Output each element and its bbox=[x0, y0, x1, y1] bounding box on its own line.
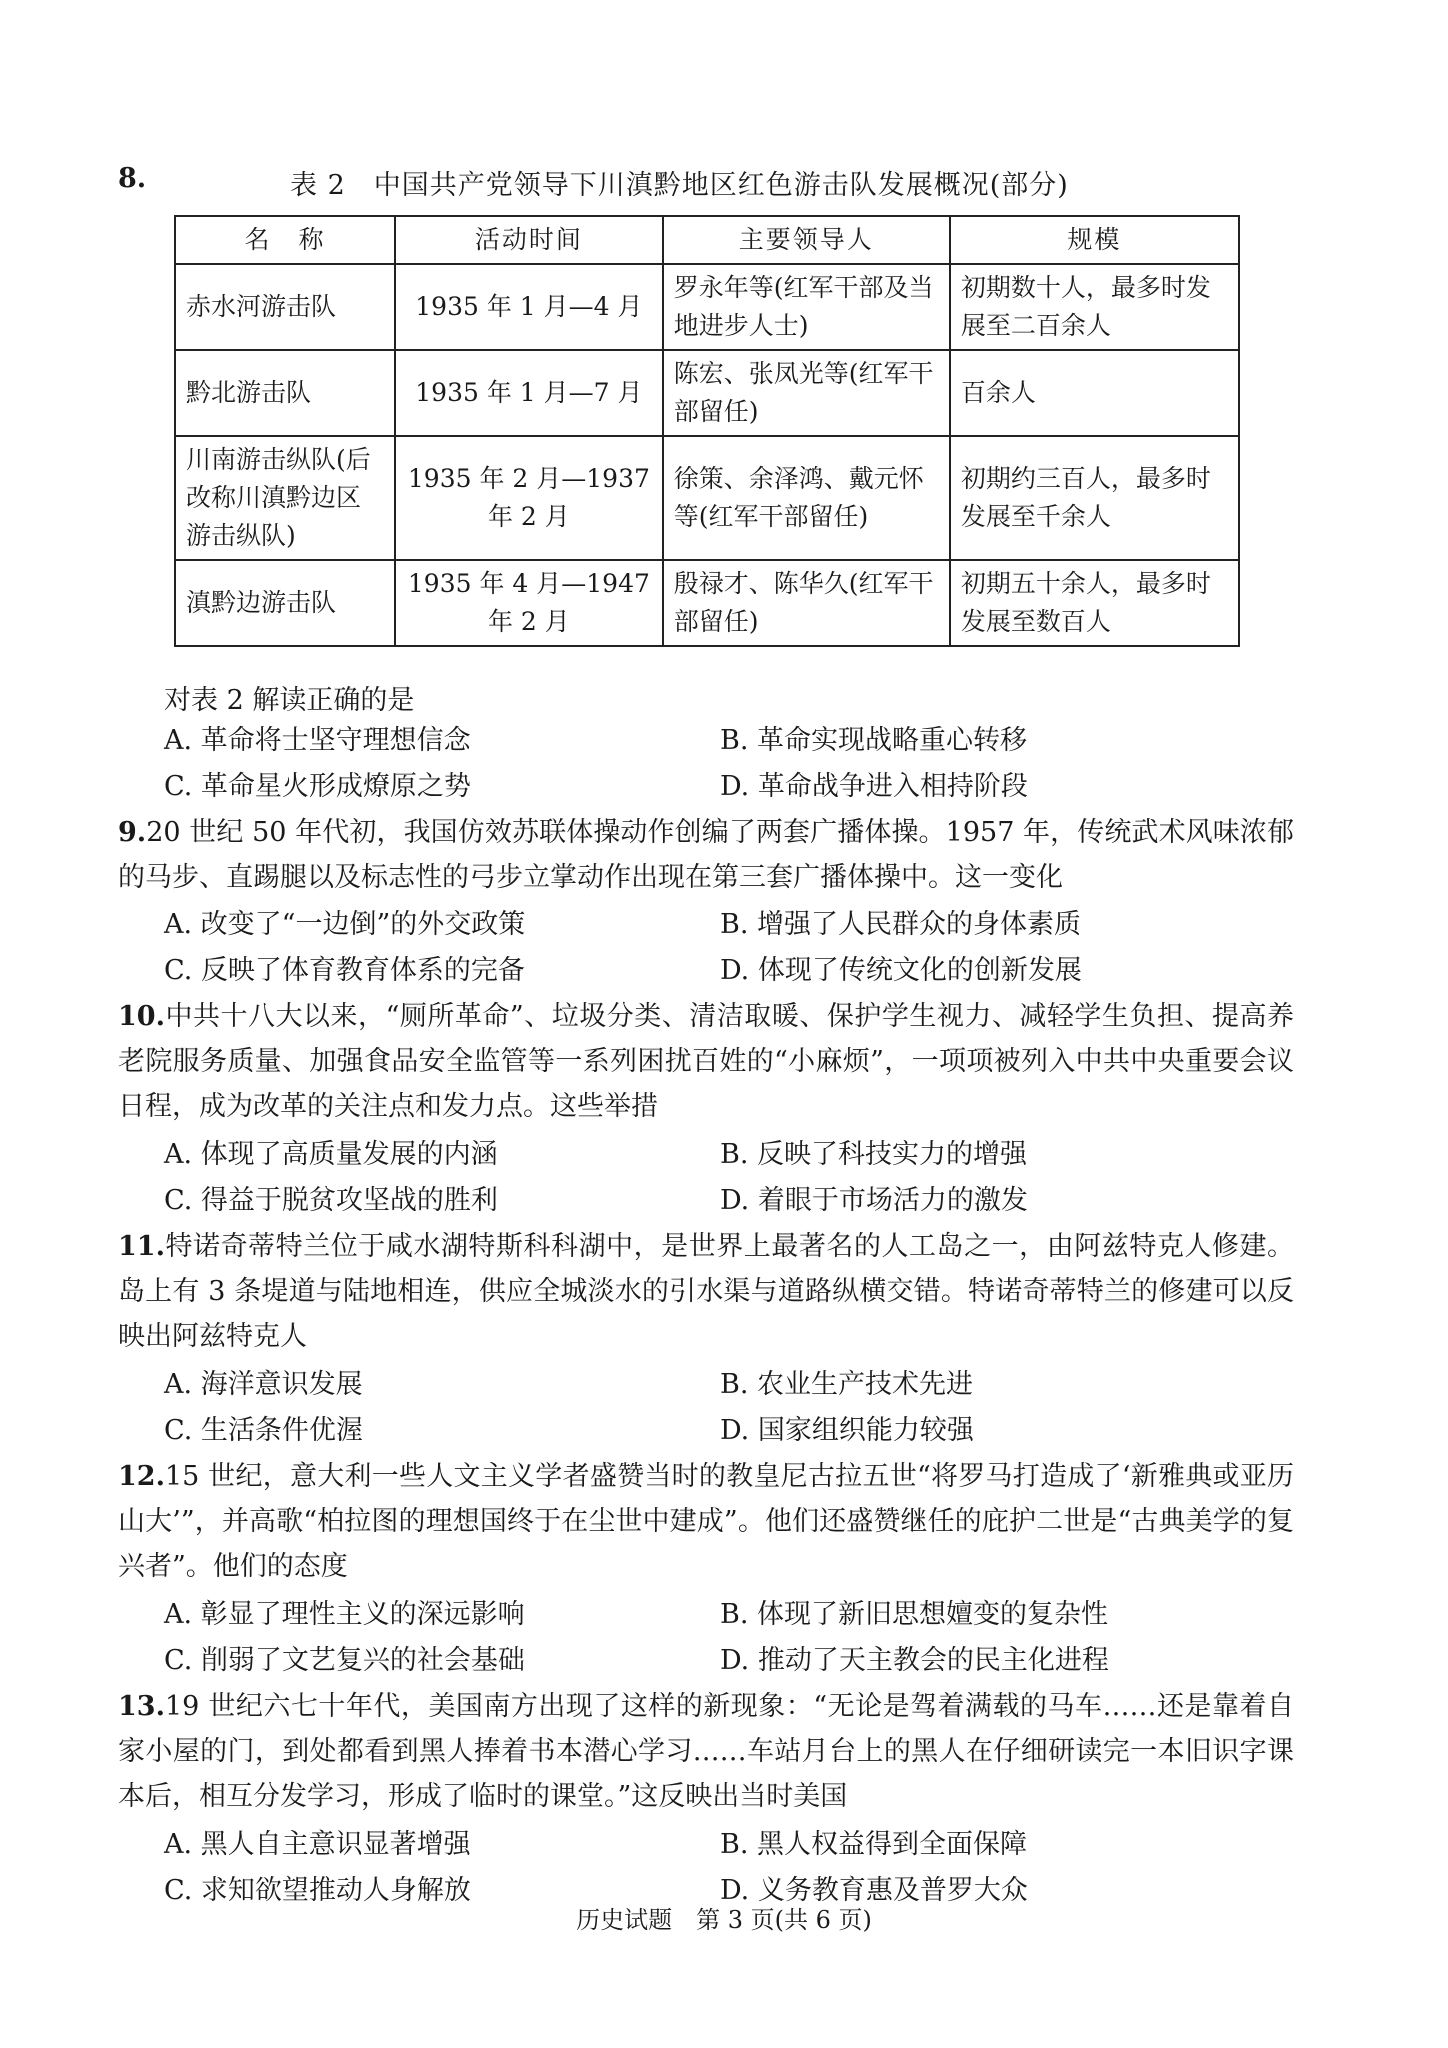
option-a: A. 黑人自主意识显著增强 bbox=[164, 1829, 471, 1860]
table-header: 规模 bbox=[950, 216, 1239, 264]
table-cell: 黔北游击队 bbox=[175, 350, 395, 436]
question-9 bbox=[118, 810, 1294, 900]
question-stem: 20 世纪 50 年代初，我国仿效苏联体操动作创编了两套广播体操。1957 年，传统武术风味浓郁的马步、直踢腿以及标志性的弓步立掌动作出现在第三套广播体操中。这一变化 bbox=[118, 817, 1294, 893]
option-b: B. 革命实现战略重心转移 bbox=[720, 725, 1028, 756]
option-c: C. 生活条件优渥 bbox=[164, 1415, 363, 1446]
table-header-row bbox=[175, 216, 1239, 264]
table-cell: 殷禄才、陈华久(红军干部留任) bbox=[663, 560, 950, 646]
question-number: 9. bbox=[118, 817, 147, 848]
options bbox=[164, 902, 1294, 994]
question-10 bbox=[118, 994, 1294, 1129]
question-stem: 中共十八大以来，“厕所革命”、垃圾分类、清洁取暖、保护学生视力、减轻学生负担、提高养老院服务质量、加强食品安全监管等一系列困扰百姓的“小麻烦”，一项项被列入中共中央重要会议日程，成为改革的关注点和发力点。这些举措 bbox=[118, 1001, 1294, 1122]
options bbox=[164, 1362, 1294, 1454]
question-12 bbox=[118, 1454, 1294, 1589]
option-a: A. 体现了高质量发展的内涵 bbox=[164, 1139, 498, 1170]
table-cell: 百余人 bbox=[950, 350, 1239, 436]
question-number: 8. bbox=[118, 163, 147, 194]
option-a: A. 改变了“一边倒”的外交政策 bbox=[164, 909, 526, 940]
question-number: 10. bbox=[118, 1001, 165, 1032]
option-c: C. 求知欲望推动人身解放 bbox=[164, 1875, 471, 1906]
option-d: D. 着眼于市场活力的激发 bbox=[720, 1185, 1028, 1216]
table-caption: 表 2 中国共产党领导下川滇黔地区红色游击队发展概况(部分) bbox=[290, 170, 1069, 201]
question-number: 12. bbox=[118, 1461, 165, 1492]
guerrilla-table bbox=[174, 215, 1240, 647]
question-13 bbox=[118, 1684, 1294, 1819]
table-row bbox=[175, 560, 1239, 646]
option-c: C. 革命星火形成燎原之势 bbox=[164, 771, 471, 802]
table-header: 名 称 bbox=[175, 216, 395, 264]
table-row bbox=[175, 264, 1239, 350]
option-b: B. 体现了新旧思想嬗变的复杂性 bbox=[720, 1599, 1109, 1630]
question-stem: 特诺奇蒂特兰位于咸水湖特斯科科湖中，是世界上最著名的人工岛之一，由阿兹特克人修建。岛上有 3 条堤道与陆地相连，供应全城淡水的引水渠与道路纵横交错。特诺奇蒂特兰的修建可以反映出阿兹特克人 bbox=[118, 1231, 1294, 1352]
table-cell: 徐策、余泽鸿、戴元怀等(红军干部留任) bbox=[663, 436, 950, 560]
option-c: C. 削弱了文艺复兴的社会基础 bbox=[164, 1645, 525, 1676]
option-d: D. 体现了传统文化的创新发展 bbox=[720, 955, 1082, 986]
table-row bbox=[175, 350, 1239, 436]
table-header: 活动时间 bbox=[395, 216, 663, 264]
question-stem: 对表 2 解读正确的是 bbox=[164, 685, 415, 716]
option-row bbox=[164, 1638, 1294, 1684]
question-number: 11. bbox=[118, 1231, 165, 1262]
option-row bbox=[164, 718, 1294, 764]
table-cell: 1935 年 2 月—1937 年 2 月 bbox=[395, 436, 663, 560]
table-cell: 1935 年 1 月—7 月 bbox=[395, 350, 663, 436]
option-row bbox=[164, 1132, 1294, 1178]
option-row bbox=[164, 1362, 1294, 1408]
option-d: D. 国家组织能力较强 bbox=[720, 1415, 974, 1446]
option-b: B. 黑人权益得到全面保障 bbox=[720, 1829, 1028, 1860]
option-row bbox=[164, 1408, 1294, 1454]
options bbox=[164, 718, 1294, 810]
option-a: A. 彰显了理性主义的深远影响 bbox=[164, 1599, 525, 1630]
option-d: D. 义务教育惠及普罗大众 bbox=[720, 1875, 1028, 1906]
option-row bbox=[164, 764, 1294, 810]
table-header: 主要领导人 bbox=[663, 216, 950, 264]
table-row bbox=[175, 436, 1239, 560]
option-row bbox=[164, 1592, 1294, 1638]
option-c: C. 反映了体育教育体系的完备 bbox=[164, 955, 525, 986]
table-cell: 1935 年 1 月—4 月 bbox=[395, 264, 663, 350]
table-cell: 1935 年 4 月—1947 年 2 月 bbox=[395, 560, 663, 646]
table-cell: 滇黔边游击队 bbox=[175, 560, 395, 646]
option-row bbox=[164, 1822, 1294, 1868]
table-cell: 赤水河游击队 bbox=[175, 264, 395, 350]
table-cell: 初期五十余人，最多时发展至数百人 bbox=[950, 560, 1239, 646]
question-11 bbox=[118, 1224, 1294, 1359]
page-footer: 历史试题 第 3 页(共 6 页) bbox=[576, 1906, 872, 1934]
table-cell: 初期数十人，最多时发展至二百余人 bbox=[950, 264, 1239, 350]
question-number: 13. bbox=[118, 1691, 165, 1722]
option-a: A. 革命将士坚守理想信念 bbox=[164, 725, 471, 756]
option-b: B. 农业生产技术先进 bbox=[720, 1369, 974, 1400]
option-a: A. 海洋意识发展 bbox=[164, 1369, 363, 1400]
option-b: B. 反映了科技实力的增强 bbox=[720, 1139, 1028, 1170]
table-cell: 川南游击纵队(后改称川滇黔边区游击纵队) bbox=[175, 436, 395, 560]
table-cell: 罗永年等(红军干部及当地进步人士) bbox=[663, 264, 950, 350]
option-b: B. 增强了人民群众的身体素质 bbox=[720, 909, 1082, 940]
option-d: D. 推动了天主教会的民主化进程 bbox=[720, 1645, 1109, 1676]
question-stem: 19 世纪六七十年代，美国南方出现了这样的新现象：“无论是驾着满载的马车……还是靠着自家小屋的门，到处都看到黑人捧着书本潜心学习……车站月台上的黑人在仔细研读完一本旧识字课本后，相互分发学习，形成了临时的课堂。”这反映出当时美国 bbox=[118, 1691, 1294, 1812]
option-row bbox=[164, 1178, 1294, 1224]
option-row bbox=[164, 902, 1294, 948]
table-cell: 初期约三百人，最多时发展至千余人 bbox=[950, 436, 1239, 560]
option-row bbox=[164, 948, 1294, 994]
question-stem: 15 世纪，意大利一些人文主义学者盛赞当时的教皇尼古拉五世“将罗马打造成了‘新雅典或亚历山大’”，并高歌“柏拉图的理想国终于在尘世中建成”。他们还盛赞继任的庇护二世是“古典美学的复兴者”。他们的态度 bbox=[118, 1461, 1294, 1582]
options bbox=[164, 1132, 1294, 1224]
options bbox=[164, 1592, 1294, 1684]
option-c: C. 得益于脱贫攻坚战的胜利 bbox=[164, 1185, 498, 1216]
table-cell: 陈宏、张凤光等(红军干部留任) bbox=[663, 350, 950, 436]
option-d: D. 革命战争进入相持阶段 bbox=[720, 771, 1028, 802]
